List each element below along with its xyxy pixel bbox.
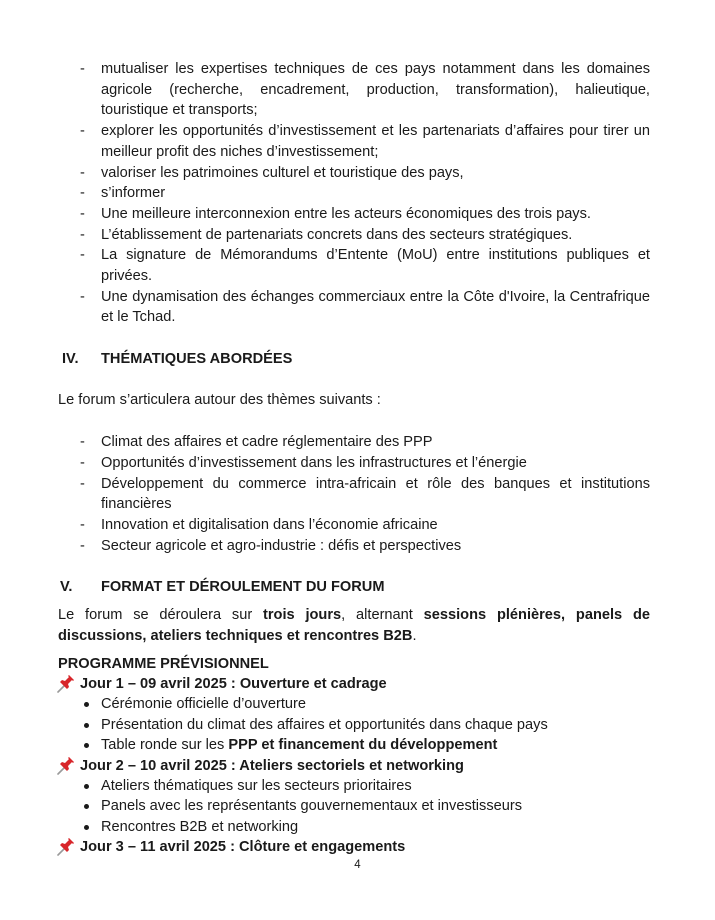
list-item: Panels avec les représentants gouvernementaux et investisseurs — [58, 796, 650, 817]
list-item: - valoriser les patrimoines culturel et touristique des pays, — [58, 163, 650, 184]
day-1-list — [58, 694, 650, 756]
text-run: , alternant — [341, 607, 424, 624]
themes-list — [58, 432, 650, 556]
list-item: - Développement du commerce intra-africain et rôle des banques et institutions financières — [58, 474, 650, 515]
section-v-number: V. — [60, 579, 73, 596]
day-1-title: Jour 1 – 09 avril 2025 : Ouverture et cadrage — [80, 676, 387, 693]
list-item: - Une dynamisation des échanges commerciaux entre la Côte d'Ivoire, la Centrafrique et le Tchad. — [58, 287, 650, 328]
list-item — [58, 735, 650, 756]
list-item: Rencontres B2B et networking — [58, 817, 650, 838]
day-2-title: Jour 2 – 10 avril 2025 : Ateliers sectoriels et networking — [80, 757, 464, 774]
list-item: - La signature de Mémorandums d’Entente (MoU) entre institutions publiques et privées. — [58, 245, 650, 286]
list-item: - s’informer — [58, 183, 650, 204]
section-iv-number: IV. — [62, 351, 79, 368]
text-run: . — [412, 628, 417, 645]
section-iv-title: THÉMATIQUES ABORDÉES — [101, 351, 293, 368]
list-item: - L’établissement de partenariats concrets dans des secteurs stratégiques. — [58, 225, 650, 246]
list-item: - mutualiser les expertises techniques de ces pays notamment dans les domaines agricole (recherche, encadrement, production, transformation), halieutique, touristique et transports; — [58, 59, 650, 121]
text-run-bold: PPP et financement du développement — [228, 737, 498, 754]
section-v-title: FORMAT ET DÉROULEMENT DU FORUM — [101, 579, 385, 596]
pushpin-icon — [56, 838, 76, 856]
list-item: - Opportunités d’investissement dans les infrastructures et l’énergie — [58, 453, 650, 474]
section-iv-intro: Le forum s’articulera autour des thèmes suivants : — [58, 392, 381, 409]
pushpin-icon — [56, 675, 76, 693]
pushpin-icon — [56, 757, 76, 775]
day-2-list — [58, 776, 650, 838]
list-item: Cérémonie officielle d’ouverture — [58, 694, 650, 715]
page-number: 4 — [354, 859, 361, 871]
text-run: Table ronde sur les — [101, 737, 229, 754]
text-run: Le forum se déroulera sur — [58, 607, 264, 624]
list-item: - explorer les opportunités d’investissement et les partenariats d’affaires pour tirer un meilleur profit des niches d’investissement; — [58, 121, 650, 162]
section-v-paragraph — [58, 605, 650, 647]
list-item: Ateliers thématiques sur les secteurs prioritaires — [58, 776, 650, 797]
list-item: Présentation du climat des affaires et opportunités dans chaque pays — [58, 715, 650, 736]
page-content — [58, 59, 650, 857]
section-iv-heading — [58, 349, 650, 369]
text-run-bold: trois jours — [263, 607, 342, 624]
objectives-list — [58, 59, 650, 328]
day-3-title: Jour 3 – 11 avril 2025 : Clôture et engagements — [80, 839, 406, 856]
programme-title: PROGRAMME PRÉVISIONNEL — [58, 656, 269, 673]
day-3-heading — [56, 837, 650, 857]
section-v-heading — [58, 577, 650, 597]
text-run-bold: sessions plénières, panels de discussions, ateliers techniques et rencontres B2B — [58, 607, 651, 645]
day-2-heading — [56, 756, 650, 776]
day-1-heading — [56, 674, 650, 694]
list-item: - Climat des affaires et cadre réglementaire des PPP — [58, 432, 650, 453]
list-item: - Une meilleure interconnexion entre les acteurs économiques des trois pays. — [58, 204, 650, 225]
list-item: - Innovation et digitalisation dans l’économie africaine — [58, 515, 650, 536]
list-item: - Secteur agricole et agro-industrie : défis et perspectives — [58, 536, 650, 557]
